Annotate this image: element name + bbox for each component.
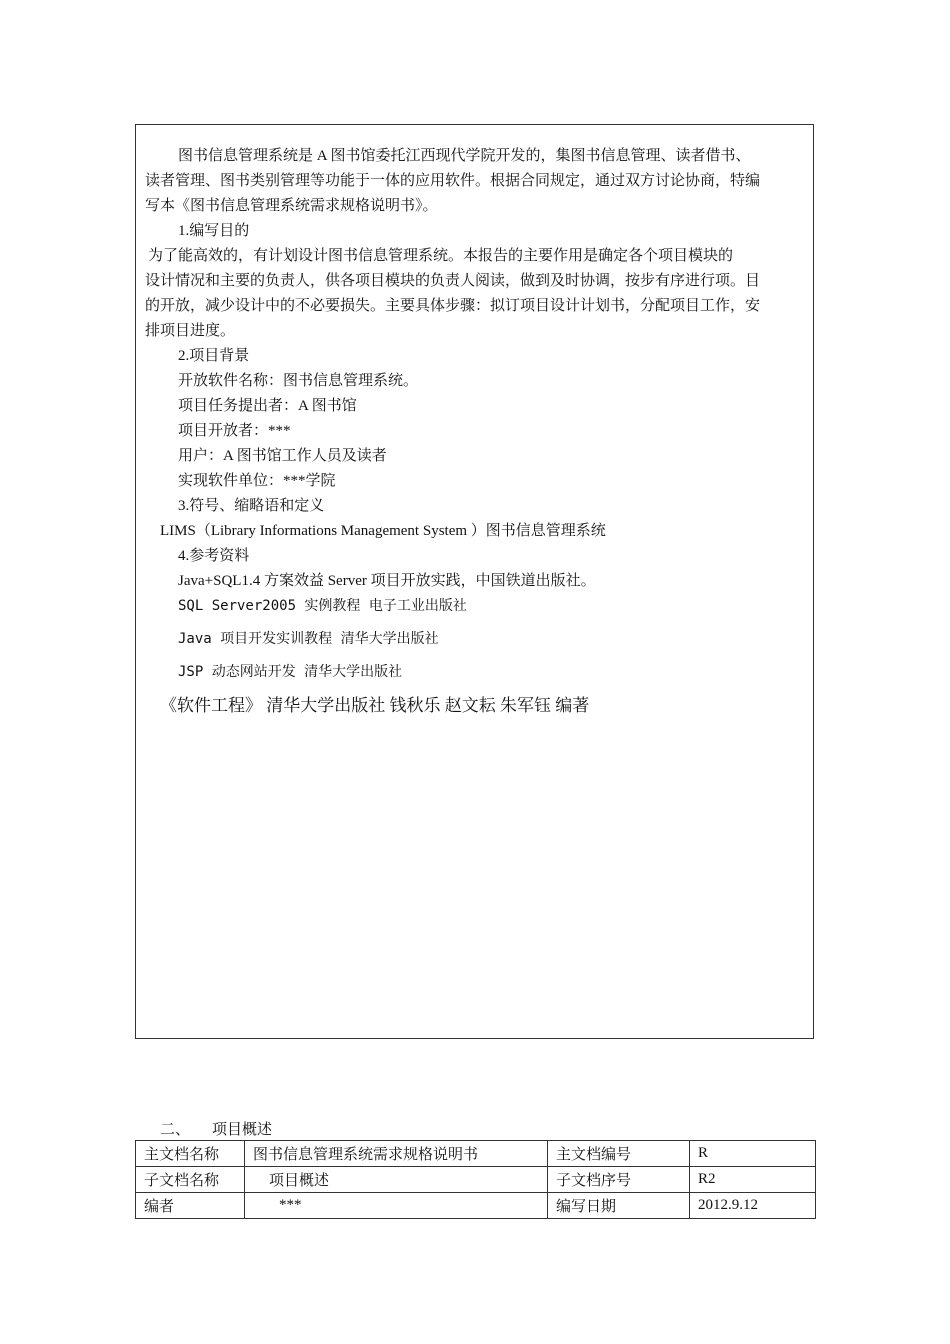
- purpose-line-4: 排项目进度。: [145, 323, 236, 339]
- reference-item: Java 项目开发实训教程 清华大学出版社: [178, 631, 439, 647]
- reference-item: 《软件工程》 清华大学出版社 钱秋乐 赵文耘 朱军钰 编著: [160, 696, 590, 715]
- table-cell: 图书信息管理系统需求规格说明书: [245, 1141, 548, 1167]
- section-heading: [160, 1118, 272, 1139]
- purpose-line-3: 的开放，减少设计中的不必要损失。主要具体步骤：拟订项目设计计划书，分配项目工作，安: [145, 298, 761, 314]
- table-cell: 编写日期: [548, 1193, 690, 1219]
- definition-lims: LIMS（Library Informations Management System ）图书信息管理系统: [160, 523, 606, 539]
- reference-item: JSP 动态网站开发 清华大学出版社: [178, 664, 403, 680]
- background-item: 开放软件名称：图书信息管理系统。: [178, 373, 419, 389]
- table-cell: R2: [690, 1167, 816, 1193]
- table-cell: 子文档序号: [548, 1167, 690, 1193]
- table-cell: R: [690, 1141, 816, 1167]
- section-title: 项目概述: [212, 1122, 273, 1138]
- heading-background: 2.项目背景: [178, 348, 250, 364]
- background-item: 项目任务提出者：A 图书馆: [178, 398, 357, 414]
- table-cell: 编者: [136, 1193, 245, 1219]
- reference-item: SQL Server2005 实例教程 电子工业出版社: [178, 598, 467, 614]
- table-row: [136, 1167, 816, 1193]
- purpose-line-1: 为了能高效的，有计划设计图书信息管理系统。本报告的主要作用是确定各个项目模块的: [148, 248, 734, 264]
- table-row: [136, 1141, 816, 1167]
- table-row: [136, 1193, 816, 1219]
- heading-references: 4.参考资料: [178, 548, 250, 564]
- background-item: 用户：A 图书馆工作人员及读者: [178, 448, 387, 464]
- section-number: 二、: [160, 1122, 191, 1138]
- purpose-line-2: 设计情况和主要的负责人，供各项目模块的负责人阅读，做到及时协调，按步有序进行项。目: [145, 273, 761, 289]
- table-cell: 主文档名称: [136, 1141, 245, 1167]
- table-cell: 项目概述: [245, 1167, 548, 1193]
- intro-line-3: 写本《图书信息管理系统需求规格说明书》。: [145, 198, 438, 214]
- heading-purpose: 1.编写目的: [178, 223, 250, 239]
- intro-line-2: 读者管理、图书类别管理等功能于一体的应用软件。根据合同规定，通过双方讨论协商，特编: [145, 173, 761, 189]
- background-item: 实现软件单位：***学院: [178, 473, 336, 489]
- document-meta-table: [135, 1140, 816, 1219]
- table-cell: ***: [245, 1193, 548, 1219]
- heading-definitions: 3.符号、缩略语和定义: [178, 498, 325, 514]
- background-item: 项目开放者：***: [178, 423, 291, 439]
- intro-line-1: 图书信息管理系统是 A 图书馆委托江西现代学院开发的，集图书信息管理、读者借书、: [178, 148, 751, 164]
- table-cell: 主文档编号: [548, 1141, 690, 1167]
- table-cell: 2012.9.12: [690, 1193, 816, 1219]
- table-cell: 子文档名称: [136, 1167, 245, 1193]
- reference-item: Java+SQL1.4 方案效益 Server 项目开放实践，中国铁道出版社。: [178, 573, 596, 589]
